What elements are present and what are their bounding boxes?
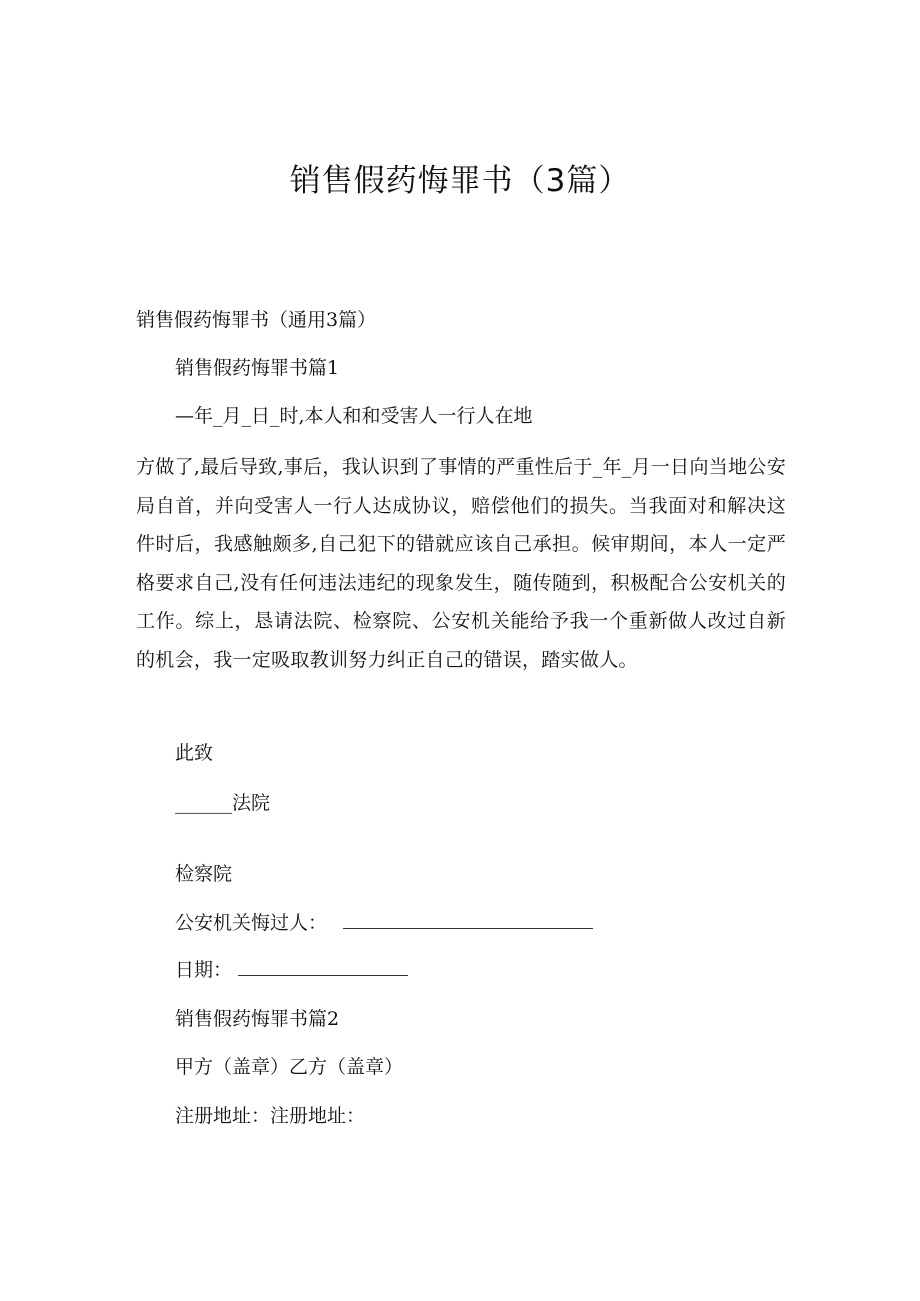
police-signer-row xyxy=(175,911,593,935)
police-signer-label: 公安机关悔过人： xyxy=(175,912,328,934)
party-line: 甲方（盖章）乙方（盖章） xyxy=(175,1056,404,1078)
document-subtitle: 销售假药悔罪书（通用3篇） xyxy=(136,309,377,331)
address-line: 注册地址：注册地址： xyxy=(175,1105,366,1127)
procuratorate-line: 检察院 xyxy=(175,863,233,885)
signature-blank-line xyxy=(343,927,593,929)
date-row xyxy=(175,958,408,982)
body-paragraph: 方做了,最后导致,事后，我认识到了事情的严重性后于_年_月一日向当地公安局自首，并向受害人一行人达成协议，赔偿他们的损失。当我面对和解决这件时后，我感触颇多,自己犯下的错就应该自己承担。候审期间，本人一定严格要求自己,没有任何违法违纪的现象发生，随传随到，积极配合公安机关的工作。综上，恳请法院、检察院、公安机关能给予我一个重新做人改过自新的机会，我一定吸取教训努力纠正自己的错误，踏实做人。 xyxy=(136,456,786,671)
court-line: ______法院 xyxy=(175,792,271,814)
document-title: 销售假药悔罪书（3篇） xyxy=(289,163,631,199)
section2-heading: 销售假药悔罪书篇2 xyxy=(175,1008,340,1030)
section1-heading: 销售假药悔罪书篇1 xyxy=(175,357,340,379)
opening-line: —年_月_日_时,本人和和受害人一行人在地 xyxy=(175,405,533,427)
date-label: 日期： xyxy=(175,959,233,981)
salutation: 此致 xyxy=(175,742,214,764)
date-blank-line xyxy=(238,974,408,976)
